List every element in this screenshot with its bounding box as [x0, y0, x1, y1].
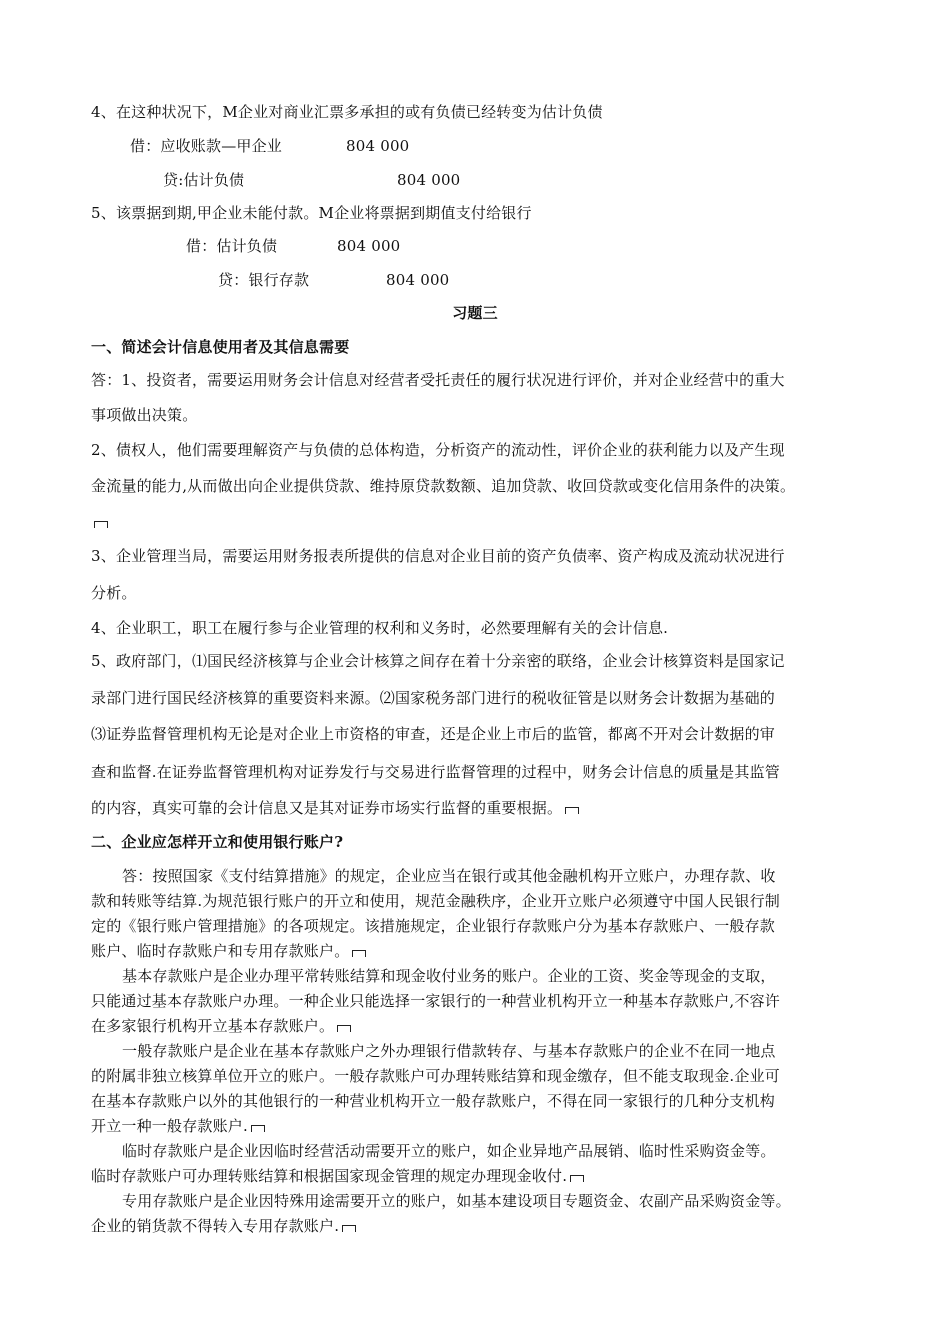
- sec5-credit-entry: [218, 270, 538, 290]
- q1-line: 5、政府部门，⑴国民经济核算与企业会计核算之间存在着十分亲密的联络，企业会计核算资料是国家记: [91, 652, 785, 670]
- q2-line: 基本存款账户是企业办理平常转账结算和现金收付业务的账户。企业的工资、奖金等现金的支取，: [122, 967, 776, 985]
- q2-line: 的附属非独立核算单位开立的账户。一般存款账户可办理转账结算和现金缴存，但不能支取现金.企业可: [91, 1067, 780, 1085]
- q1-line: 4、企业职工，职工在履行参与企业管理的权利和义务时，必然要理解有关的会计信息.: [91, 619, 669, 637]
- q2-line: 款和转账等结算.为规范银行账户的开立和使用，规范金融秩序，企业开立账户必须遵守中国人民银行制: [91, 892, 780, 910]
- sec5-debit-amount: 804 000: [337, 237, 401, 255]
- sec4-debit-label: 借：应收账款—甲企业: [130, 137, 283, 155]
- q2-line: 临时存款账户是企业因临时经营活动需要开立的账户，如企业异地产品展销、临时性采购资金等。: [122, 1142, 776, 1160]
- exercise-title: 习题三: [452, 304, 498, 322]
- q2-heading: 二、企业应怎样开立和使用银行账户?: [91, 833, 344, 851]
- q2-line: [91, 941, 366, 961]
- q2-line: 定的《银行账户管理措施》的各项规定。该措施规定，企业银行存款账户分为基本存款账户、一般存款: [91, 917, 776, 935]
- q1-line: 录部门进行国民经济核算的重要资料来源。⑵国家税务部门进行的税收征管是以财务会计数据为基础的: [91, 689, 776, 707]
- q2-line: [91, 1216, 356, 1236]
- q2-line-text: 账户、临时存款账户和专用存款账户。: [91, 942, 350, 960]
- sec4-debit-amount: 804 000: [346, 137, 410, 155]
- q1-line: 事项做出决策。: [91, 406, 198, 424]
- sec4-debit-entry: [130, 136, 450, 156]
- q2-line-text: 开立一种一般存款账户.: [91, 1117, 248, 1135]
- sec4-credit-label: 贷:估计负债: [163, 171, 245, 189]
- q2-line: [91, 1016, 351, 1036]
- q2-line-text: 企业的销货款不得转入专用存款账户.: [91, 1217, 340, 1235]
- q2-line-text: 在多家银行机构开立基本存款账户。: [91, 1017, 335, 1035]
- sec4-credit-entry: [163, 170, 483, 190]
- sec4-credit-amount: 804 000: [397, 171, 461, 189]
- q1-line: ⑶证券监督管理机构无论是对企业上市资格的审查，还是企业上市后的监管，都离不开对会计数据的审: [91, 725, 776, 743]
- q1-line: 答：1、投资者，需要运用财务会计信息对经营者受托责任的履行状况进行评价，并对企业经营中的重大: [91, 371, 785, 389]
- q1-line-last: [91, 798, 579, 818]
- q2-line: [91, 1166, 584, 1186]
- q2-line: 只能通过基本存款账户办理。一种企业只能选择一家银行的一种营业机构开立一种基本存款账户,不容许: [91, 992, 780, 1010]
- q2-line-text: 临时存款账户可办理转账结算和根据国家现金管理的规定办理现金收付.: [91, 1167, 568, 1185]
- q1-line: 3、企业管理当局，需要运用财务报表所提供的信息对企业目前的资产负债率、资产构成及流动状况进行: [91, 547, 785, 565]
- q1-line: 2、债权人，他们需要理解资产与负债的总体构造，分析资产的流动性，评价企业的获利能力以及产生现: [91, 441, 785, 459]
- q1-paragraph-mark: [91, 512, 108, 532]
- q1-heading: 一、简述会计信息使用者及其信息需要: [91, 338, 350, 356]
- sec5-intro: 5、该票据到期,甲企业未能付款。M企业将票据到期值支付给银行: [91, 204, 532, 222]
- sec5-debit-entry: [186, 236, 506, 256]
- sec5-debit-label: 借：估计负债: [186, 237, 278, 255]
- sec5-credit-label: 贷：银行存款: [218, 271, 310, 289]
- q2-line: [91, 1116, 265, 1136]
- sec5-credit-amount: 804 000: [386, 271, 450, 289]
- q1-line: 查和监督.在证券监督管理机构对证券发行与交易进行监督管理的过程中，财务会计信息的质量是其监管: [91, 763, 780, 781]
- q2-line: 专用存款账户是企业因特殊用途需要开立的账户，如基本建设项目专题资金、农副产品采购资金等。: [122, 1192, 791, 1210]
- q1-line: 金流量的能力,从而做出向企业提供贷款、维持原贷款数额、追加贷款、收回贷款或变化信用条件的决策。: [91, 477, 796, 495]
- q1-line: 分析。: [91, 584, 137, 602]
- q2-line: 在基本存款账户以外的其他银行的一种营业机构开立一般存款账户，不得在同一家银行的几种分支机构: [91, 1092, 776, 1110]
- sec4-intro: 4、在这种状况下，M企业对商业汇票多承担的或有负债已经转变为估计负债: [91, 103, 603, 121]
- q2-line: 答：按照国家《支付结算措施》的规定，企业应当在银行或其他金融机构开立账户，办理存款、收: [122, 867, 776, 885]
- q1-line-text: 的内容，真实可靠的会计信息又是其对证券市场实行监督的重要根据。: [91, 799, 563, 817]
- q2-line: 一般存款账户是企业在基本存款账户之外办理银行借款转存、与基本存款账户的企业不在同一地点: [122, 1042, 776, 1060]
